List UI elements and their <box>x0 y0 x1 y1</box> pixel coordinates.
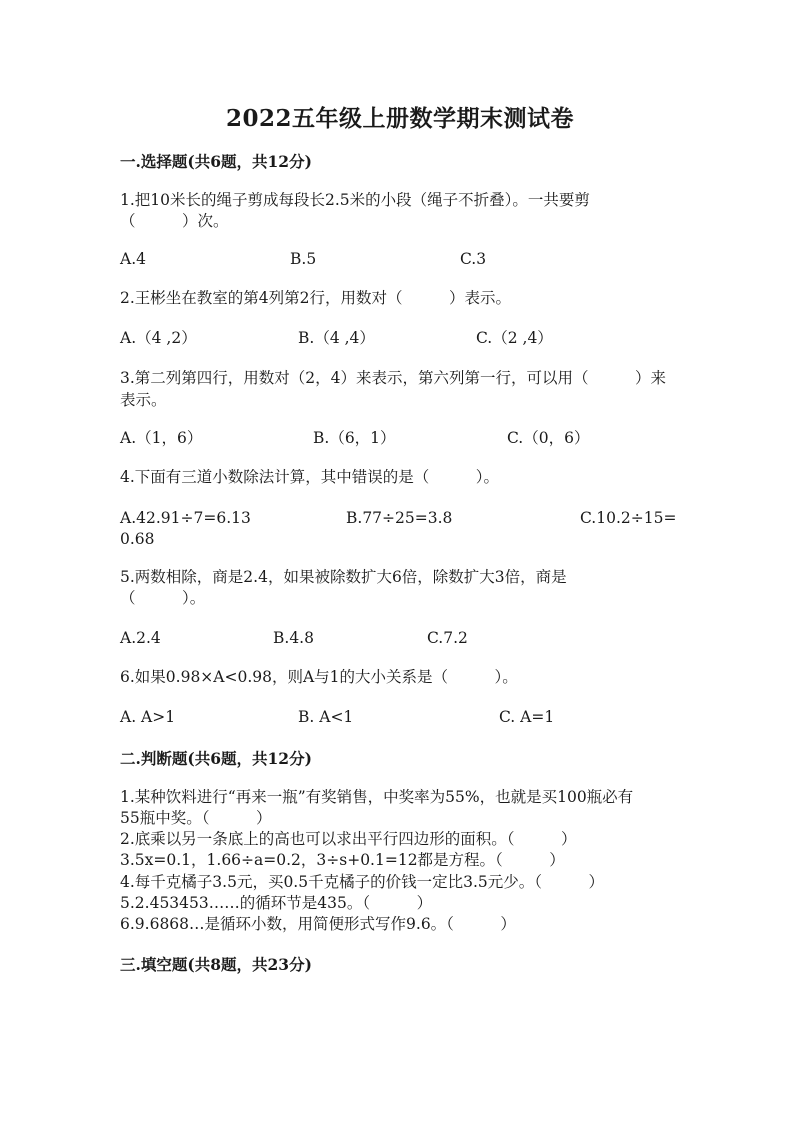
question-3-text-cont: 表示。 <box>120 391 167 409</box>
question-4-text: 4.下面有三道小数除法计算，其中错误的是（ ）。 <box>120 468 500 486</box>
judge-3-text: 3.5x=0.1，1.66÷a=0.2，3÷s+0.1=12都是方程。（ ） <box>120 851 565 869</box>
question-2-option-b: B.（4 ,4） <box>298 329 375 347</box>
question-2-text: 2.王彬坐在教室的第4列第2行，用数对（ ）表示。 <box>120 289 512 307</box>
section-judge-heading: 二.判断题(共6题，共12分) <box>120 749 312 768</box>
question-1-text: 1.把10米长的绳子剪成每段长2.5米的小段（绳子不折叠）。一共要剪 <box>120 191 590 209</box>
judge-4-text: 4.每千克橘子3.5元，买0.5千克橘子的价钱一定比3.5元少。（ ） <box>120 873 604 891</box>
question-1-option-a: A.4 <box>120 250 146 268</box>
question-5-text: 5.两数相除，商是2.4，如果被除数扩大6倍，除数扩大3倍，商是 <box>120 568 567 586</box>
question-6-option-a: A. A>1 <box>120 708 176 726</box>
question-4-option-a: A.42.91÷7=6.13 <box>120 509 251 527</box>
section-fill-heading: 三.填空题(共8题，共23分) <box>120 955 312 974</box>
question-3-option-b: B.（6，1） <box>313 429 396 447</box>
question-2-option-c: C.（2 ,4） <box>476 329 553 347</box>
question-3-option-a: A.（1，6） <box>120 429 203 447</box>
question-5-option-b: B.4.8 <box>273 629 314 647</box>
question-6-text: 6.如果0.98×A<0.98，则A与1的大小关系是（ ）。 <box>120 668 518 686</box>
section-choice-heading: 一.选择题(共6题，共12分) <box>120 152 312 171</box>
judge-1-text-cont: 55瓶中奖。（ ） <box>120 809 272 827</box>
judge-6-text: 6.9.6868…是循环小数，用简便形式写作9.6。（ ） <box>120 915 516 933</box>
question-5-option-a: A.2.4 <box>120 629 161 647</box>
question-5-option-c: C.7.2 <box>427 629 468 647</box>
question-1-text-cont: （ ）次。 <box>120 212 229 230</box>
question-4-option-c: C.10.2÷15= <box>580 509 677 527</box>
judge-2-text: 2.底乘以另一条底上的高也可以求出平行四边形的面积。（ ） <box>120 830 577 848</box>
question-4-option-b: B.77÷25=3.8 <box>346 509 453 527</box>
judge-5-text: 5.2.453453……的循环节是435。（ ） <box>120 894 433 912</box>
page-title: 2022五年级上册数学期末测试卷 <box>225 105 574 132</box>
question-6-option-b: B. A<1 <box>298 708 354 726</box>
judge-1-text: 1.某种饮料进行“再来一瓶”有奖销售，中奖率为55%，也就是买100瓶必有 <box>120 788 634 806</box>
question-5-text-cont: （ ）。 <box>120 589 206 607</box>
question-1-option-c: C.3 <box>460 250 487 268</box>
question-4-option-c-cont: 0.68 <box>120 530 155 548</box>
question-3-text: 3.第二列第四行，用数对（2，4）来表示，第六列第一行，可以用（ ）来 <box>120 369 667 387</box>
question-6-option-c: C. A=1 <box>499 708 555 726</box>
question-3-option-c: C.（0，6） <box>507 429 590 447</box>
question-1-option-b: B.5 <box>290 250 317 268</box>
question-2-option-a: A.（4 ,2） <box>120 329 197 347</box>
